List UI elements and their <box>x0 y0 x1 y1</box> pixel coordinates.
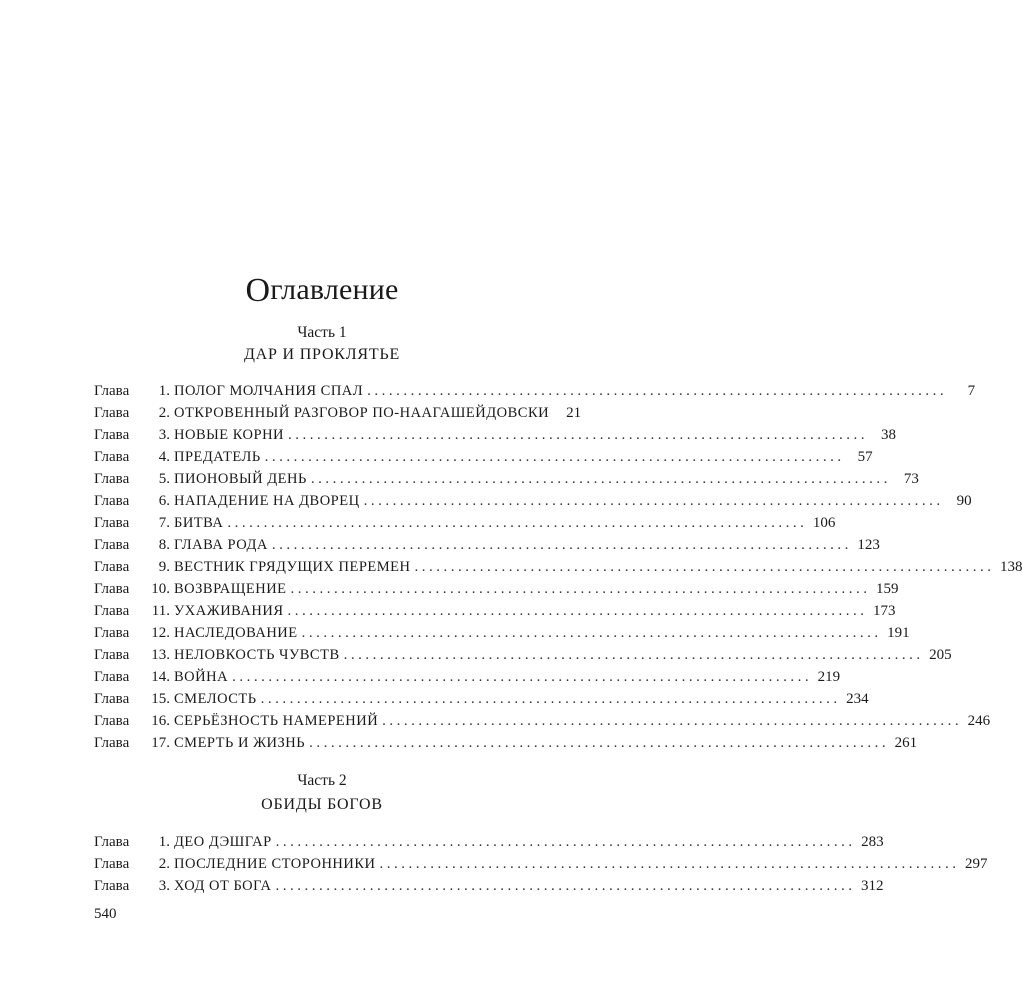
toc-entry <box>94 644 952 666</box>
dot-leader: ................................................................................ <box>288 427 869 443</box>
chapter-page: 234 <box>846 691 869 707</box>
chapter-number: 3. <box>158 878 170 894</box>
chapter-word: Глава <box>94 713 130 729</box>
chapter-number: 16. <box>151 713 170 729</box>
chapter-page: 297 <box>965 856 988 872</box>
chapter-number: 2. <box>158 405 170 421</box>
toc-entry <box>94 556 1023 578</box>
chapter-word: Глава <box>94 647 130 663</box>
title-rest: главление <box>270 273 399 306</box>
part-1-label: Часть 1 <box>297 324 347 341</box>
dot-leader: ................................................................................ <box>264 449 845 465</box>
chapter-number: 8. <box>158 537 170 553</box>
chapter-title: НЕЛОВКОСТЬ ЧУВСТВ <box>174 647 340 663</box>
part-1-title: ДАР И ПРОКЛЯТЬЕ <box>243 346 401 363</box>
chapter-page: 312 <box>860 878 884 894</box>
chapter-number: 14. <box>151 669 170 685</box>
chapter-word: Глава <box>94 537 130 553</box>
chapter-page: 7 <box>967 383 976 399</box>
chapter-page: 159 <box>876 581 899 597</box>
chapter-page: 73 <box>903 471 919 487</box>
toc-entry <box>94 600 896 622</box>
chapter-page: 123 <box>857 537 880 553</box>
chapter-word: Глава <box>94 669 130 685</box>
chapter-number: 5. <box>158 471 170 487</box>
chapter-page: 38 <box>881 427 897 443</box>
chapter-word: Глава <box>94 493 130 509</box>
chapter-number: 2. <box>158 856 170 872</box>
chapter-word: Глава <box>94 735 130 751</box>
chapter-title: ДЕО ДЭШГАР <box>174 834 272 850</box>
chapter-title: БИТВА <box>174 515 224 531</box>
toc-entry <box>94 380 976 402</box>
chapter-word: Глава <box>94 878 130 894</box>
chapter-title: НАПАДЕНИЕ НА ДВОРЕЦ <box>174 493 360 509</box>
dot-leader: ................................................................................ <box>367 383 948 399</box>
dot-leader: ................................................................................ <box>287 603 868 619</box>
part-2-label: Часть 2 <box>297 772 347 789</box>
chapter-page: 246 <box>967 713 991 729</box>
toc-entry <box>94 853 988 875</box>
toc-entry <box>94 732 918 754</box>
toc-entry <box>94 490 972 512</box>
chapter-number: 17. <box>151 735 170 751</box>
chapter-title: ВОЙНА <box>174 669 229 685</box>
part-2-contents <box>94 831 988 897</box>
chapter-word: Глава <box>94 625 130 641</box>
chapter-page: 219 <box>817 669 841 685</box>
dot-leader: ................................................................................ <box>271 537 852 553</box>
page-number: 540 <box>94 906 117 922</box>
chapter-title: ГЛАВА РОДА <box>174 537 268 553</box>
toc-entry <box>94 622 910 644</box>
chapter-title: ПРЕДАТЕЛЬ <box>174 449 261 465</box>
chapter-page: 261 <box>894 735 918 751</box>
chapter-page: 191 <box>887 625 910 641</box>
toc-entry <box>94 446 873 468</box>
chapter-word: Глава <box>94 383 130 399</box>
chapter-page: 57 <box>857 449 873 465</box>
chapter-number: 6. <box>158 493 170 509</box>
toc-entry <box>94 424 897 446</box>
chapter-word: Глава <box>94 559 130 575</box>
dot-leader: ................................................................................ <box>232 669 813 685</box>
page-title <box>0 270 644 308</box>
dot-leader: ................................................................................ <box>301 625 882 641</box>
part-1-contents <box>94 380 1023 754</box>
chapter-word: Глава <box>94 471 130 487</box>
dot-leader: ................................................................................ <box>343 647 924 663</box>
chapter-page: 138 <box>1000 559 1023 575</box>
chapter-page: 205 <box>929 647 952 663</box>
toc-entry <box>94 831 884 853</box>
chapter-word: Глава <box>94 603 130 619</box>
chapter-number: 3. <box>158 427 170 443</box>
chapter-word: Глава <box>94 427 130 443</box>
chapter-number: 1. <box>158 834 170 850</box>
chapter-page: 173 <box>873 603 896 619</box>
chapter-page: 90 <box>956 493 972 509</box>
toc-entry <box>94 578 899 600</box>
dot-leader: ................................................................................ <box>309 735 890 751</box>
chapter-title: ПОЛОГ МОЛЧАНИЯ СПАЛ <box>174 383 364 399</box>
chapter-number: 12. <box>151 625 170 641</box>
chapter-title: СМЕРТЬ И ЖИЗНЬ <box>174 735 306 751</box>
chapter-page: 21 <box>566 405 582 421</box>
chapter-number: 15. <box>151 691 170 707</box>
chapter-number: 1. <box>158 383 170 399</box>
toc-entry <box>94 710 991 732</box>
chapter-title: ВЕСТНИК ГРЯДУЩИХ ПЕРЕМЕН <box>174 559 411 575</box>
chapter-number: 13. <box>151 647 170 663</box>
dot-leader: ................................................................................ <box>260 691 841 707</box>
part-2-title: ОБИДЫ БОГОВ <box>261 796 383 813</box>
dot-leader: ................................................................................ <box>227 515 808 531</box>
toc-entry <box>94 512 836 534</box>
chapter-title: ХОД ОТ БОГА <box>174 878 272 894</box>
chapter-word: Глава <box>94 515 130 531</box>
chapter-title: ПИОНОВЫЙ ДЕНЬ <box>174 471 307 487</box>
toc-entry <box>94 468 919 490</box>
chapter-page: 283 <box>861 834 884 850</box>
chapter-title: НАСЛЕДОВАНИЕ <box>174 625 298 641</box>
dot-leader: ................................................................................ <box>379 856 960 872</box>
dot-leader: ................................................................................ <box>275 834 856 850</box>
toc-entry <box>94 875 884 897</box>
toc-entry <box>94 688 869 710</box>
chapter-title: СМЕЛОСТЬ <box>174 691 257 707</box>
chapter-page: 106 <box>812 515 836 531</box>
chapter-title: УХАЖИВАНИЯ <box>174 603 284 619</box>
chapter-number: 9. <box>158 559 170 575</box>
toc-entry <box>94 402 582 424</box>
chapter-title: НОВЫЕ КОРНИ <box>174 427 285 443</box>
chapter-word: Глава <box>94 691 130 707</box>
chapter-number: 7. <box>158 515 170 531</box>
chapter-title: СЕРЬЁЗНОСТЬ НАМЕРЕНИЙ <box>174 713 379 729</box>
dot-leader: ................................................................................ <box>310 471 891 487</box>
dot-leader: ................................................................................ <box>414 559 995 575</box>
chapter-title: ВОЗВРАЩЕНИЕ <box>174 581 287 597</box>
chapter-number: 10. <box>151 581 170 597</box>
chapter-word: Глава <box>94 449 130 465</box>
dot-leader: ................................................................................ <box>382 713 963 729</box>
chapter-title: ПОСЛЕДНИЕ СТОРОННИКИ <box>174 856 376 872</box>
title-initial: О <box>245 272 271 309</box>
toc-entry <box>94 666 841 688</box>
chapter-title: ОТКРОВЕННЫЙ РАЗГОВОР ПО-НААГАШЕЙДОВСКИ <box>174 405 550 421</box>
dot-leader: ................................................................................ <box>290 581 871 597</box>
chapter-number: 4. <box>158 449 170 465</box>
chapter-word: Глава <box>94 405 130 421</box>
chapter-number: 11. <box>151 603 170 619</box>
toc-entry <box>94 534 880 556</box>
chapter-word: Глава <box>94 834 130 850</box>
dot-leader: ................................................................................ <box>275 878 856 894</box>
chapter-word: Глава <box>94 581 130 597</box>
chapter-word: Глава <box>94 856 130 872</box>
dot-leader: ................................................................................ <box>363 493 944 509</box>
